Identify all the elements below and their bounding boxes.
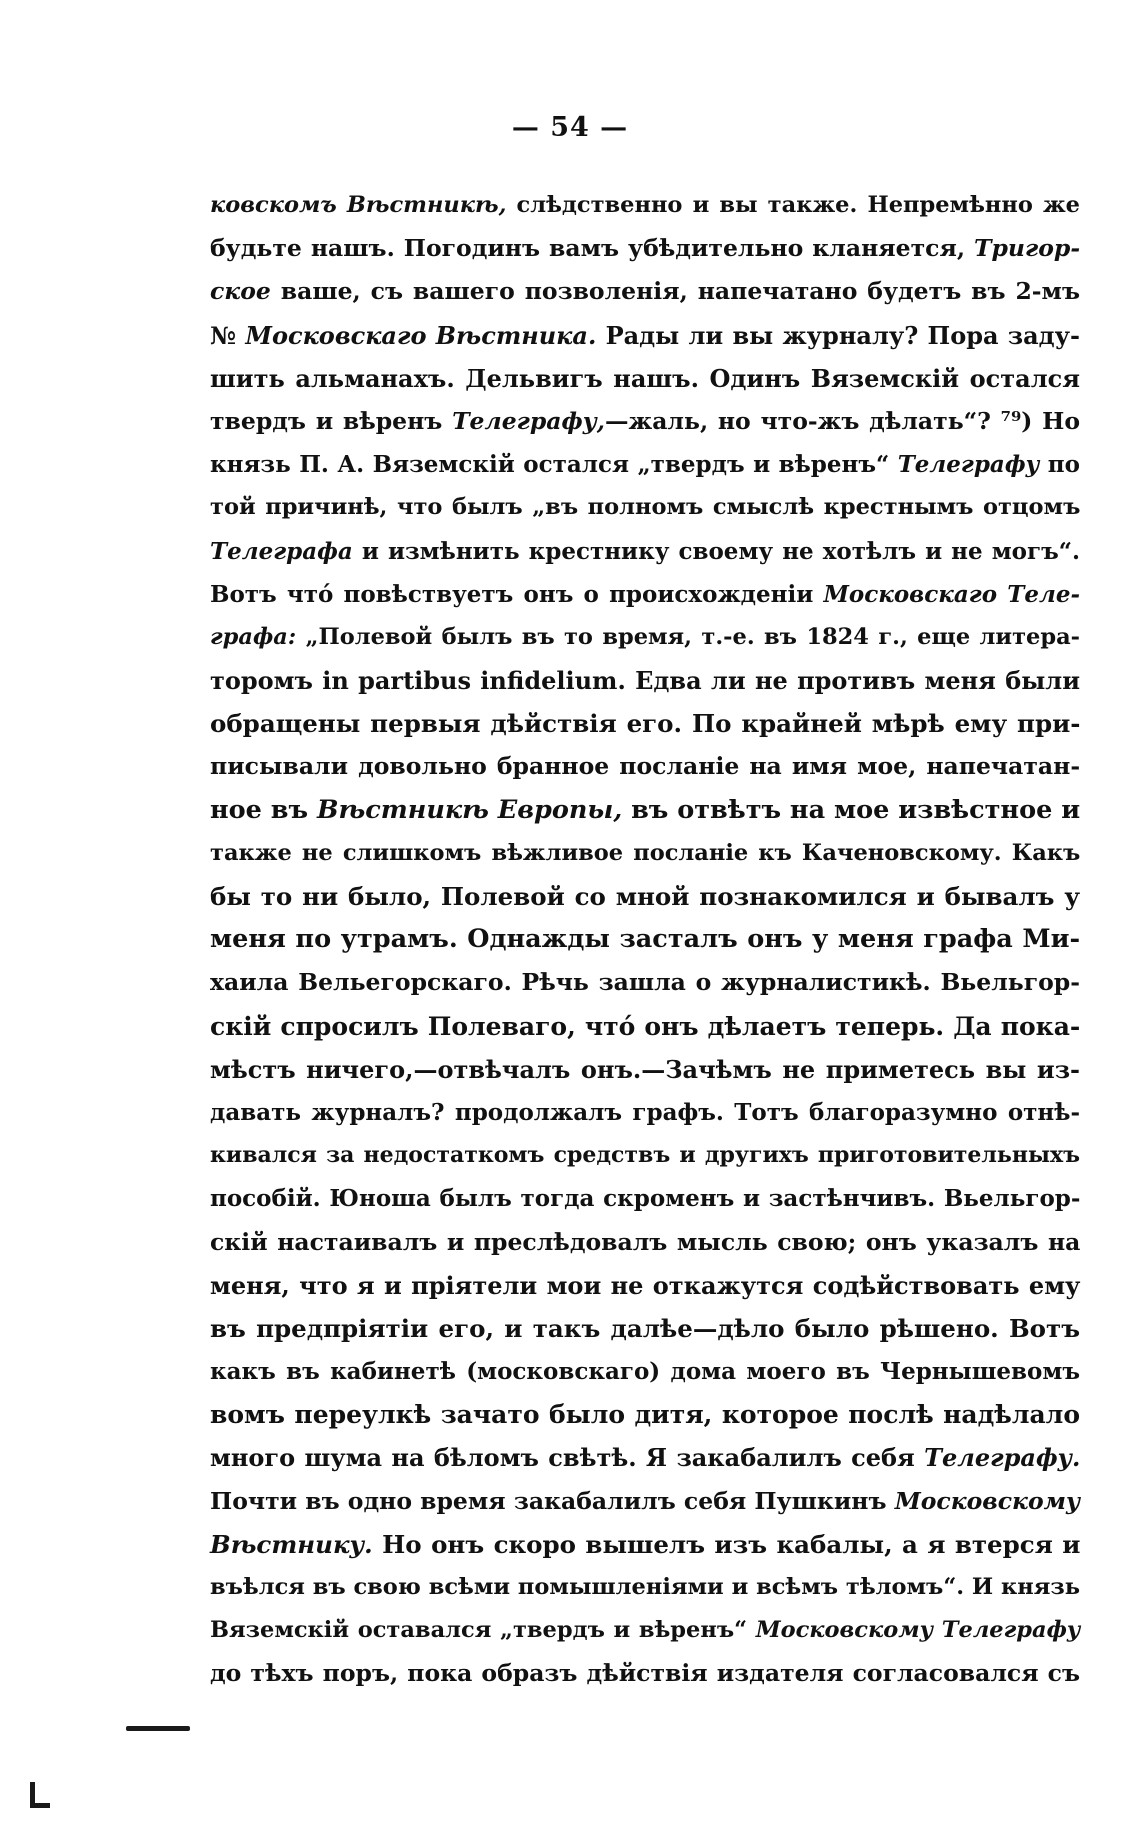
text-line [210,530,1080,573]
line-text: Вотъ что́ повѣствуетъ онъ о происхожденіи [210,580,824,608]
line-text: въ отвѣтъ на мое извѣстное и [622,794,1081,825]
text-line [210,443,1080,486]
line-text: меня по утрамъ. Однажды засталъ онъ у меня графа Ми- [210,924,1081,955]
text-line [210,357,1080,400]
line-text: Рады ли вы журналу? Пора заду- [596,320,1080,350]
italic-title-text: Вѣстникѣ Европы, [316,794,623,825]
text-line [210,184,1080,227]
line-text: той причинѣ, что былъ „въ полномъ смыслѣ крестнымъ отцомъ [210,494,1081,521]
line-text: ваше, съ вашего позволенія, напечатано будетъ въ 2-мъ [270,277,1080,306]
line-text: шить альманахъ. Дельвигъ нашъ. Одинъ Вяземскій остался [210,363,1080,393]
text-line [210,702,1080,745]
text-line [210,1134,1080,1177]
italic-title-text: Телеграфу, [452,406,605,435]
text-line [210,1652,1080,1695]
line-text: много шума на бѣломъ свѣтѣ. Я закабалилъ себя [210,1443,925,1473]
line-text: хаила Вельегорскаго. Рѣчь зашла о журналистикѣ. Вьельгор- [210,968,1080,997]
line-text: и измѣнить крестнику своему не хотѣлъ и не могъ“. [352,537,1080,565]
text-line [210,1436,1080,1479]
line-text: ное въ [210,794,317,825]
line-text: Почти въ одно время закабалилъ себя Пушкинъ [210,1486,895,1515]
text-line [210,789,1080,832]
text-line [210,270,1080,313]
line-text: меня, что я и пріятели мои не откажутся содѣйствовать ему [210,1270,1081,1300]
italic-title-text: Телеграфа [210,537,353,565]
line-text: Вяземскій оставался „твердъ и вѣренъ“ [210,1617,756,1644]
line-text: № [210,320,246,350]
text-line [210,1523,1080,1566]
line-text: давать журналъ? продолжалъ графъ. Тотъ благоразумно отнѣ- [210,1098,1080,1126]
line-text: скій настаивалъ и преслѣдовалъ мысль свою; онъ указалъ на [210,1227,1081,1256]
text-line [210,227,1080,270]
text-line [210,1566,1080,1609]
text-line [210,832,1080,875]
text-line [210,1609,1080,1652]
text-line [210,875,1080,918]
line-text: твердъ и вѣренъ [210,406,453,435]
text-line [210,314,1080,357]
text-line [210,961,1080,1004]
text-line [210,918,1080,961]
line-text: князь П. А. Вяземскій остался „твердъ и вѣренъ“ [210,451,898,479]
line-text: кивался за недостаткомъ средствъ и другихъ приготовительныхъ [210,1142,1081,1169]
page-number: — 54 — [511,112,629,143]
scan-artifact-corner [30,1782,50,1808]
italic-title-text: Телеграфу. [924,1443,1081,1473]
line-text: пособій. Юноша былъ тогда скроменъ и застѣнчивъ. Вьельгор- [210,1185,1081,1213]
italic-title-text: Московскому Телеграфу [755,1617,1081,1644]
italic-title-text: ковскомъ Вѣстникѣ, [210,192,507,218]
text-line [210,1221,1080,1264]
line-text: слѣдственно и вы также. Непремѣнно же [506,192,1080,218]
text-line [210,1393,1080,1436]
italic-title-text: Тригор- [974,234,1081,263]
line-text: будьте нашъ. Погодинъ вамъ убѣдительно кланяется, [210,234,975,263]
text-line [210,1048,1080,1091]
line-text: бы то ни было, Полевой со мной познакомился и бывалъ у [210,882,1080,911]
line-text: въѣлся въ свою всѣми помышленіями и всѣмъ тѣломъ“. И князь [210,1574,1080,1600]
line-text: по [1039,451,1080,479]
text-line [210,616,1080,659]
text-line [210,745,1080,788]
italic-title-text: Московскаго Теле- [823,580,1080,608]
text-line [210,1177,1080,1220]
line-text: —жаль, но что-жъ дѣлать“? ⁷⁹) Но [604,406,1080,435]
text-line [210,1005,1080,1048]
line-text: торомъ in partibus infidelium. Едва ли не противъ меня были [210,666,1080,696]
line-text: обращены первыя дѣйствія его. По крайней мѣрѣ ему при- [210,709,1081,739]
text-line [210,1480,1080,1523]
text-line [210,1091,1080,1134]
italic-title-text: Вѣстнику. [210,1529,373,1559]
text-line [210,1350,1080,1393]
line-text: мѣстъ ничего,—отвѣчалъ онъ.—Зачѣмъ не приметесь вы из- [210,1054,1080,1084]
line-text: Но онъ скоро вышелъ изъ кабалы, а я втерся и [372,1529,1081,1559]
scan-artifact-dash [126,1726,190,1731]
body-text [210,184,1080,1696]
italic-title-text: графа: [210,623,297,650]
line-text: также не слишкомъ вѣжливое посланіе къ Каченовскому. Какъ [210,839,1081,866]
line-text: какъ въ кабинетѣ (московскаго) дома моего въ Чернышевомъ [210,1358,1080,1386]
line-text: писывали довольно бранное посланіе на имя мое, напечатан- [210,752,1081,781]
line-text: въ предпріятіи его, и такъ далѣе—дѣло было рѣшено. Вотъ [210,1313,1080,1343]
line-text: вомъ переулкѣ зачато было дитя, которое послѣ надѣлало [210,1400,1080,1430]
line-text: скій спросилъ Полеваго, что́ онъ дѣлаетъ теперь. Да пока- [210,1011,1081,1041]
text-line [210,486,1080,529]
line-text: до тѣхъ поръ, пока образъ дѣйствія издателя согласовался съ [210,1659,1080,1688]
italic-title-text: Московскаго Вѣстника. [245,320,597,350]
text-line [210,573,1080,616]
text-line [210,1264,1080,1307]
line-text: „Полевой былъ въ то время, т.-е. въ 1824 г., еще литера- [296,623,1080,650]
text-line [210,1307,1080,1350]
italic-title-text: ское [210,277,271,306]
text-line [210,400,1080,443]
text-line [210,659,1080,702]
italic-title-text: Телеграфу [897,451,1040,479]
italic-title-text: Московскому [894,1486,1081,1515]
